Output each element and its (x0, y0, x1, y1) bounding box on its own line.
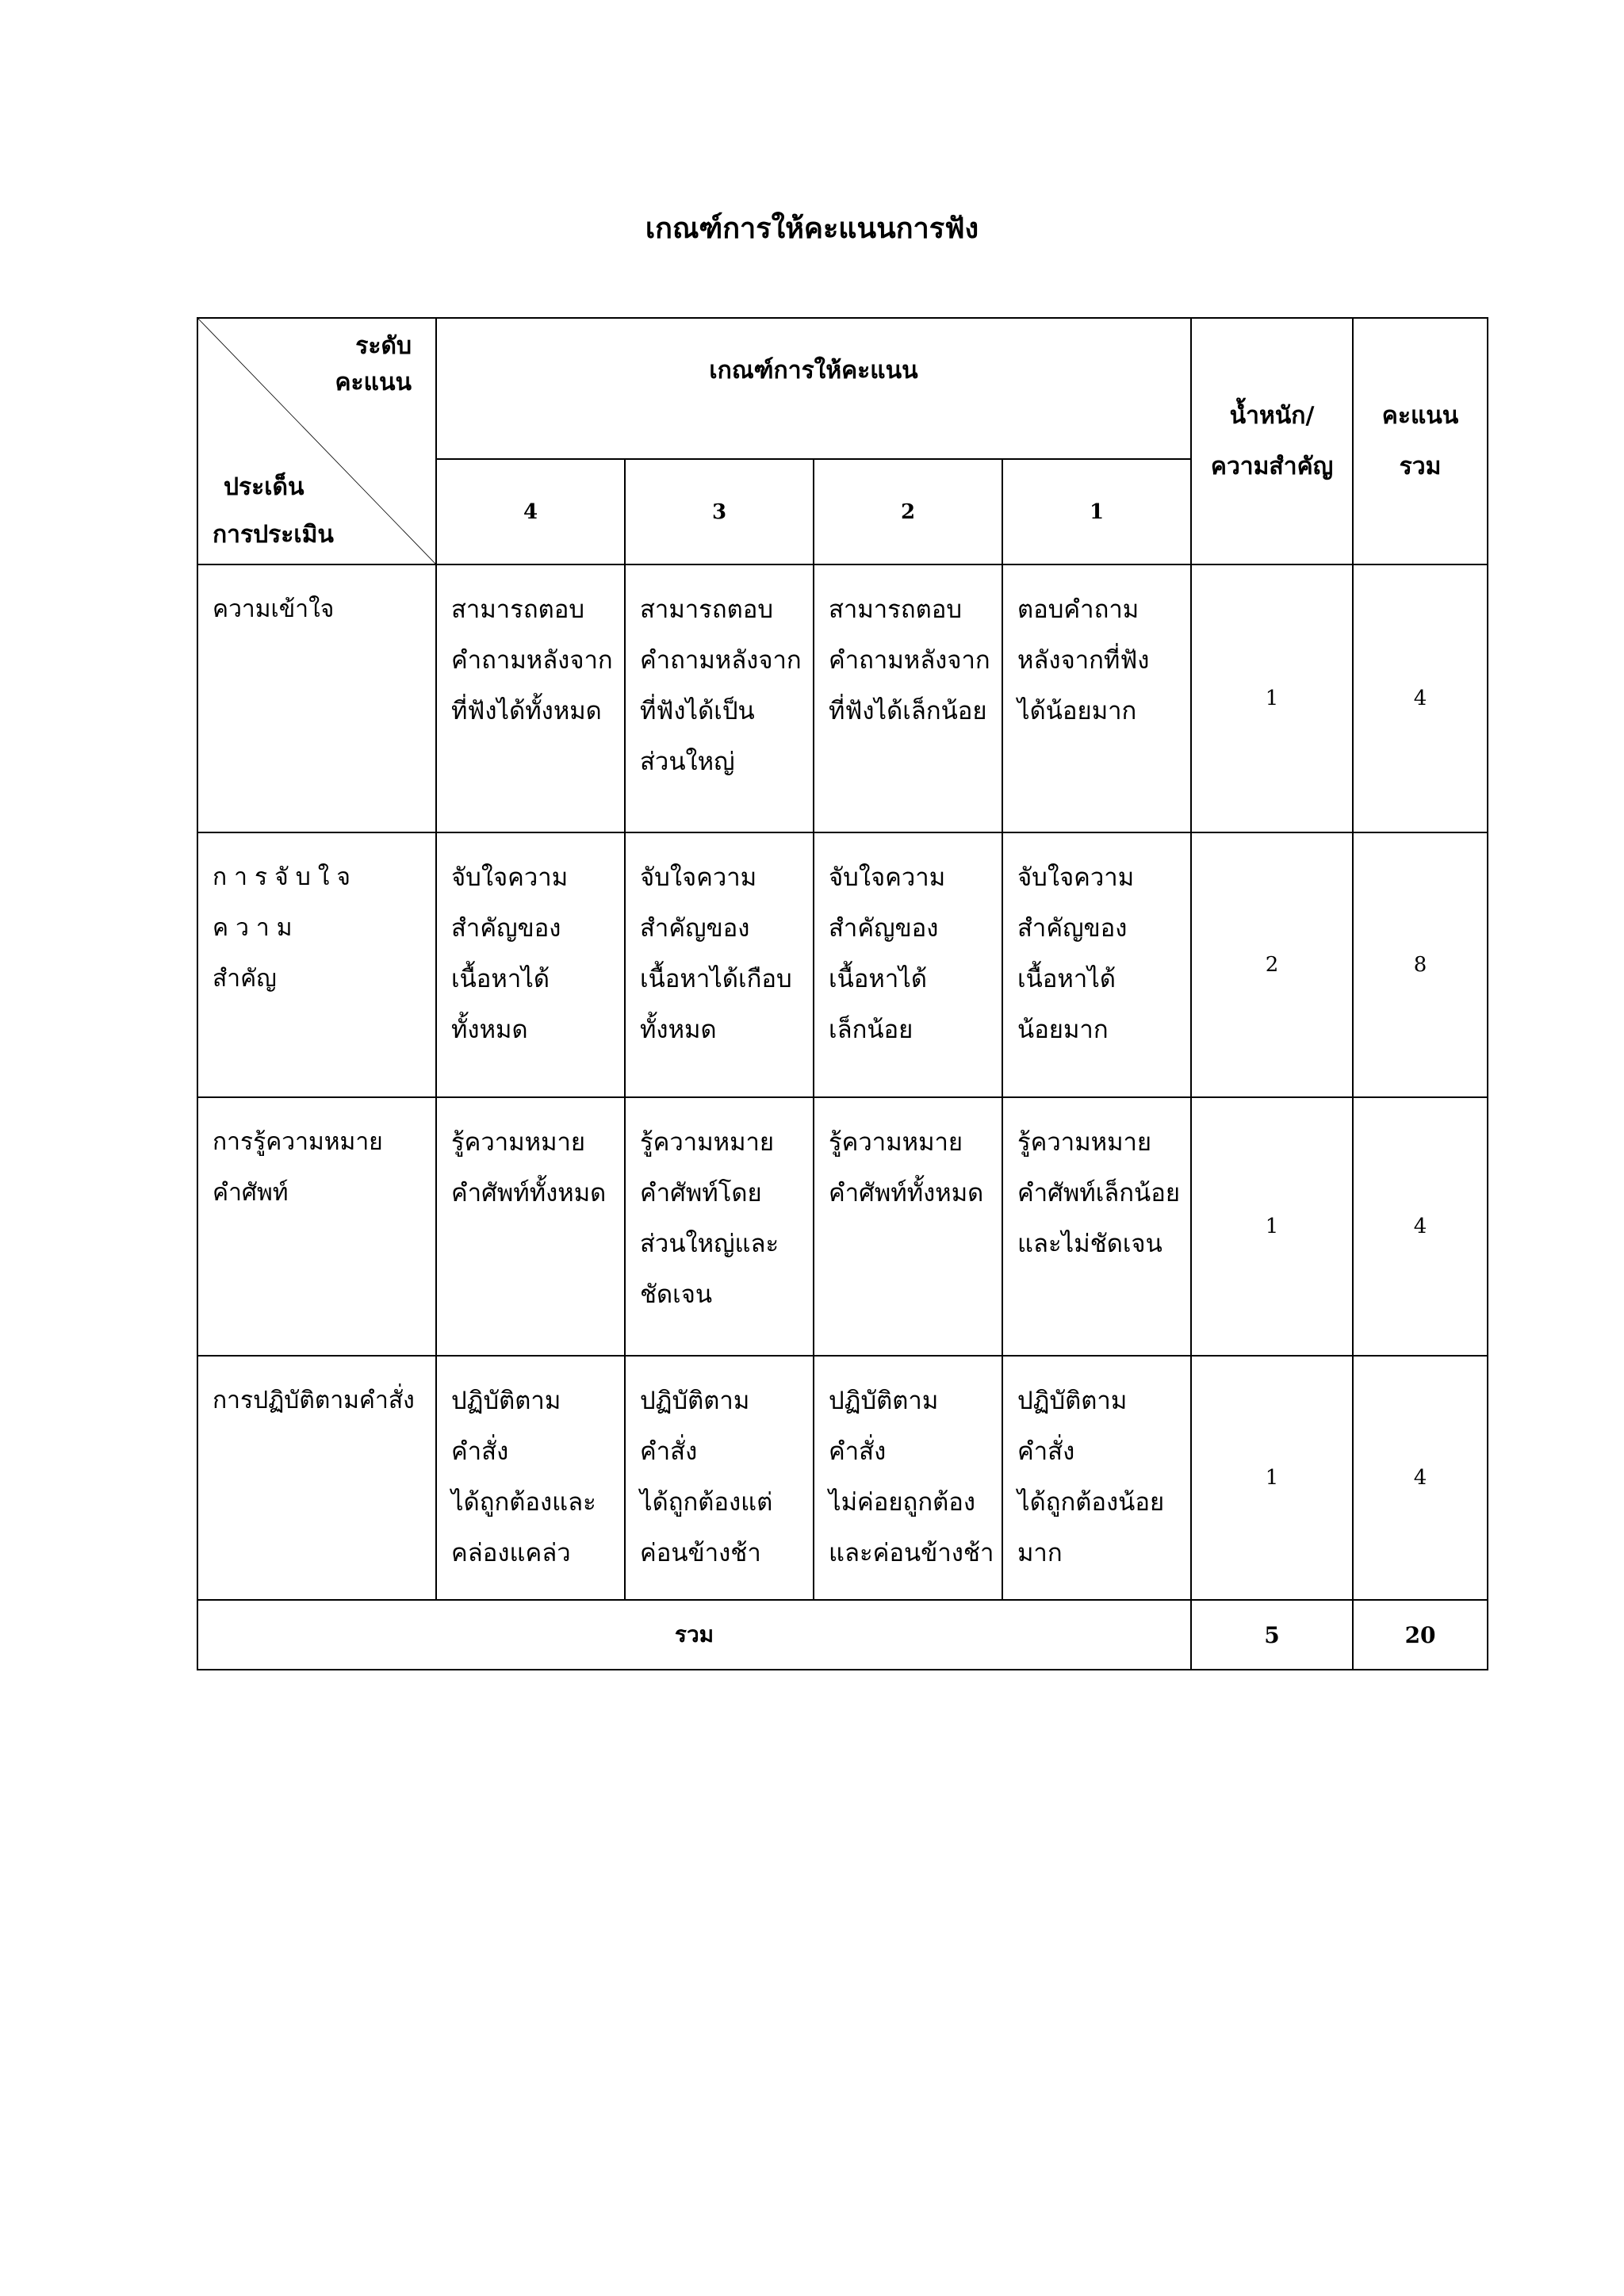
level-3-description (625, 832, 814, 1097)
description-line: จับใจความ (640, 863, 757, 892)
level-1-description (1002, 832, 1191, 1097)
description-line: คำศัพท์โดย (640, 1179, 762, 1207)
description-line: น้อยมาก (1017, 1016, 1109, 1044)
total-weight-value: 5 (1191, 1600, 1353, 1670)
level-2-description (814, 564, 1002, 832)
description-line: สำคัญของ (451, 914, 561, 943)
score-header-line1: คะแนน (1381, 401, 1459, 430)
description-line: คำสั่ง (451, 1437, 509, 1466)
level-1-description (1002, 1097, 1191, 1356)
level-4-description (436, 1097, 625, 1356)
table-row (197, 1097, 1488, 1356)
topic-line: การปฏิบัติตามคำสั่ง (213, 1387, 415, 1414)
topic-axis-label (213, 464, 334, 559)
description-line: ตอบคำถาม (1017, 595, 1139, 624)
level-header-4: 4 (436, 459, 625, 564)
weight-header-line2: ความสำคัญ (1210, 452, 1334, 480)
description-line: ที่ฟังได้เล็กน้อย (829, 697, 987, 725)
description-line: คำถามหลังจาก (640, 646, 802, 675)
description-line: ปฏิบัติตาม (640, 1387, 750, 1415)
total-score-value: 20 (1353, 1600, 1488, 1670)
description-line: สามารถตอบ (640, 595, 774, 624)
level-3-description (625, 1097, 814, 1356)
description-line: รู้ความหมาย (1017, 1128, 1152, 1157)
score-header-line2: รวม (1399, 452, 1442, 480)
page-title: เกณฑ์การให้คะแนนการฟัง (645, 212, 979, 245)
description-line: คำสั่ง (1017, 1437, 1075, 1466)
header-row-top (197, 318, 1488, 459)
description-line: เนื้อหาได้เกือบ (640, 965, 792, 993)
topic-line: ความเข้าใจ (213, 595, 335, 623)
topic-axis-label-line1: ประเด็น (224, 473, 304, 501)
weight-header-line1: น้ำหนัก/ (1229, 401, 1315, 430)
total-label: รวม (197, 1600, 1191, 1670)
description-line: ได้น้อยมาก (1017, 697, 1137, 725)
description-line: จับใจความ (1017, 863, 1135, 892)
table-row (197, 564, 1488, 832)
level-axis-label-line1: ระดับ (355, 332, 412, 360)
description-line: เนื้อหาได้ (1017, 965, 1116, 993)
description-line: สามารถตอบ (451, 595, 585, 624)
description-line: ที่ฟังได้ทั้งหมด (451, 697, 602, 725)
level-3-description (625, 1356, 814, 1600)
level-3-description (625, 564, 814, 832)
description-line: คล่องแคล่ว (451, 1539, 571, 1567)
level-2-description (814, 1356, 1002, 1600)
score-header (1353, 318, 1488, 564)
weight-header (1191, 318, 1353, 564)
description-line: เนื้อหาได้ (451, 965, 550, 993)
description-line: ปฏิบัติตาม (829, 1387, 939, 1415)
description-line: ได้ถูกต้องน้อย (1017, 1488, 1165, 1517)
total-row (197, 1600, 1488, 1670)
description-line: คำถามหลังจาก (451, 646, 613, 675)
description-line: เล็กน้อย (829, 1016, 914, 1044)
description-line: สำคัญของ (829, 914, 939, 943)
level-2-description (814, 832, 1002, 1097)
description-line: คำถามหลังจาก (829, 646, 990, 675)
level-2-description (814, 1097, 1002, 1356)
level-1-description (1002, 564, 1191, 832)
level-4-description (436, 1356, 625, 1600)
score-value: 4 (1353, 1097, 1488, 1356)
corner-header-cell (197, 318, 436, 564)
description-line: ได้ถูกต้องแต่ (640, 1488, 773, 1517)
description-line: คำศัพท์ทั้งหมด (829, 1179, 984, 1207)
description-line: ส่วนใหญ่ (640, 748, 735, 776)
description-line: คำศัพท์เล็กน้อย (1017, 1179, 1181, 1207)
description-line: คำสั่ง (829, 1437, 887, 1466)
description-line: ทั้งหมด (640, 1016, 717, 1044)
topic-cell (197, 832, 436, 1097)
topic-line: การจับใจความ (213, 863, 358, 942)
description-line: ทั้งหมด (451, 1016, 528, 1044)
topic-line: คำศัพท์ (213, 1179, 289, 1207)
description-line: จับใจความ (829, 863, 946, 892)
level-4-description (436, 564, 625, 832)
description-line: มาก (1017, 1539, 1063, 1567)
score-value: 4 (1353, 564, 1488, 832)
table-row (197, 832, 1488, 1097)
description-line: คำศัพท์ทั้งหมด (451, 1179, 607, 1207)
description-line: เนื้อหาได้ (829, 965, 927, 993)
description-line: จับใจความ (451, 863, 569, 892)
weight-value: 1 (1191, 564, 1353, 832)
description-line: สำคัญของ (640, 914, 750, 943)
level-axis-label-line2: คะแนน (335, 369, 412, 396)
description-line: และไม่ชัดเจน (1017, 1230, 1162, 1258)
score-value: 8 (1353, 832, 1488, 1097)
topic-cell (197, 1097, 436, 1356)
level-header-3: 3 (625, 459, 814, 564)
topic-axis-label-line2: การประเมิน (213, 521, 334, 549)
topic-cell (197, 1356, 436, 1600)
description-line: รู้ความหมาย (640, 1128, 775, 1157)
description-line: ที่ฟังได้เป็น (640, 697, 755, 725)
description-line: รู้ความหมาย (451, 1128, 586, 1157)
level-4-description (436, 832, 625, 1097)
description-line: ไม่ค่อยถูกต้อง (829, 1488, 975, 1517)
level-1-description (1002, 1356, 1191, 1600)
weight-value: 1 (1191, 1097, 1353, 1356)
topic-line: การรู้ความหมาย (213, 1128, 383, 1156)
description-line: ปฏิบัติตาม (1017, 1387, 1128, 1415)
description-line: และค่อนข้างช้า (829, 1539, 994, 1567)
description-line: ปฏิบัติตาม (451, 1387, 561, 1415)
weight-value: 1 (1191, 1356, 1353, 1600)
topic-cell (197, 564, 436, 832)
description-line: ชัดเจน (640, 1280, 713, 1309)
description-line: สามารถตอบ (829, 595, 963, 624)
topic-line: สำคัญ (213, 965, 277, 993)
criteria-header: เกณฑ์การให้คะแนน (436, 318, 1191, 459)
level-axis-label (335, 328, 412, 401)
level-header-1: 1 (1002, 459, 1191, 564)
description-line: ส่วนใหญ่และ (640, 1230, 779, 1258)
description-line: สำคัญของ (1017, 914, 1128, 943)
description-line: หลังจากที่ฟัง (1017, 646, 1150, 675)
description-line: ค่อนข้างช้า (640, 1539, 761, 1567)
description-line: ได้ถูกต้องและ (451, 1488, 596, 1517)
table-row (197, 1356, 1488, 1600)
description-line: รู้ความหมาย (829, 1128, 963, 1157)
scoring-rubric-table (197, 317, 1488, 1670)
weight-value: 2 (1191, 832, 1353, 1097)
description-line: คำสั่ง (640, 1437, 698, 1466)
score-value: 4 (1353, 1356, 1488, 1600)
level-header-2: 2 (814, 459, 1002, 564)
